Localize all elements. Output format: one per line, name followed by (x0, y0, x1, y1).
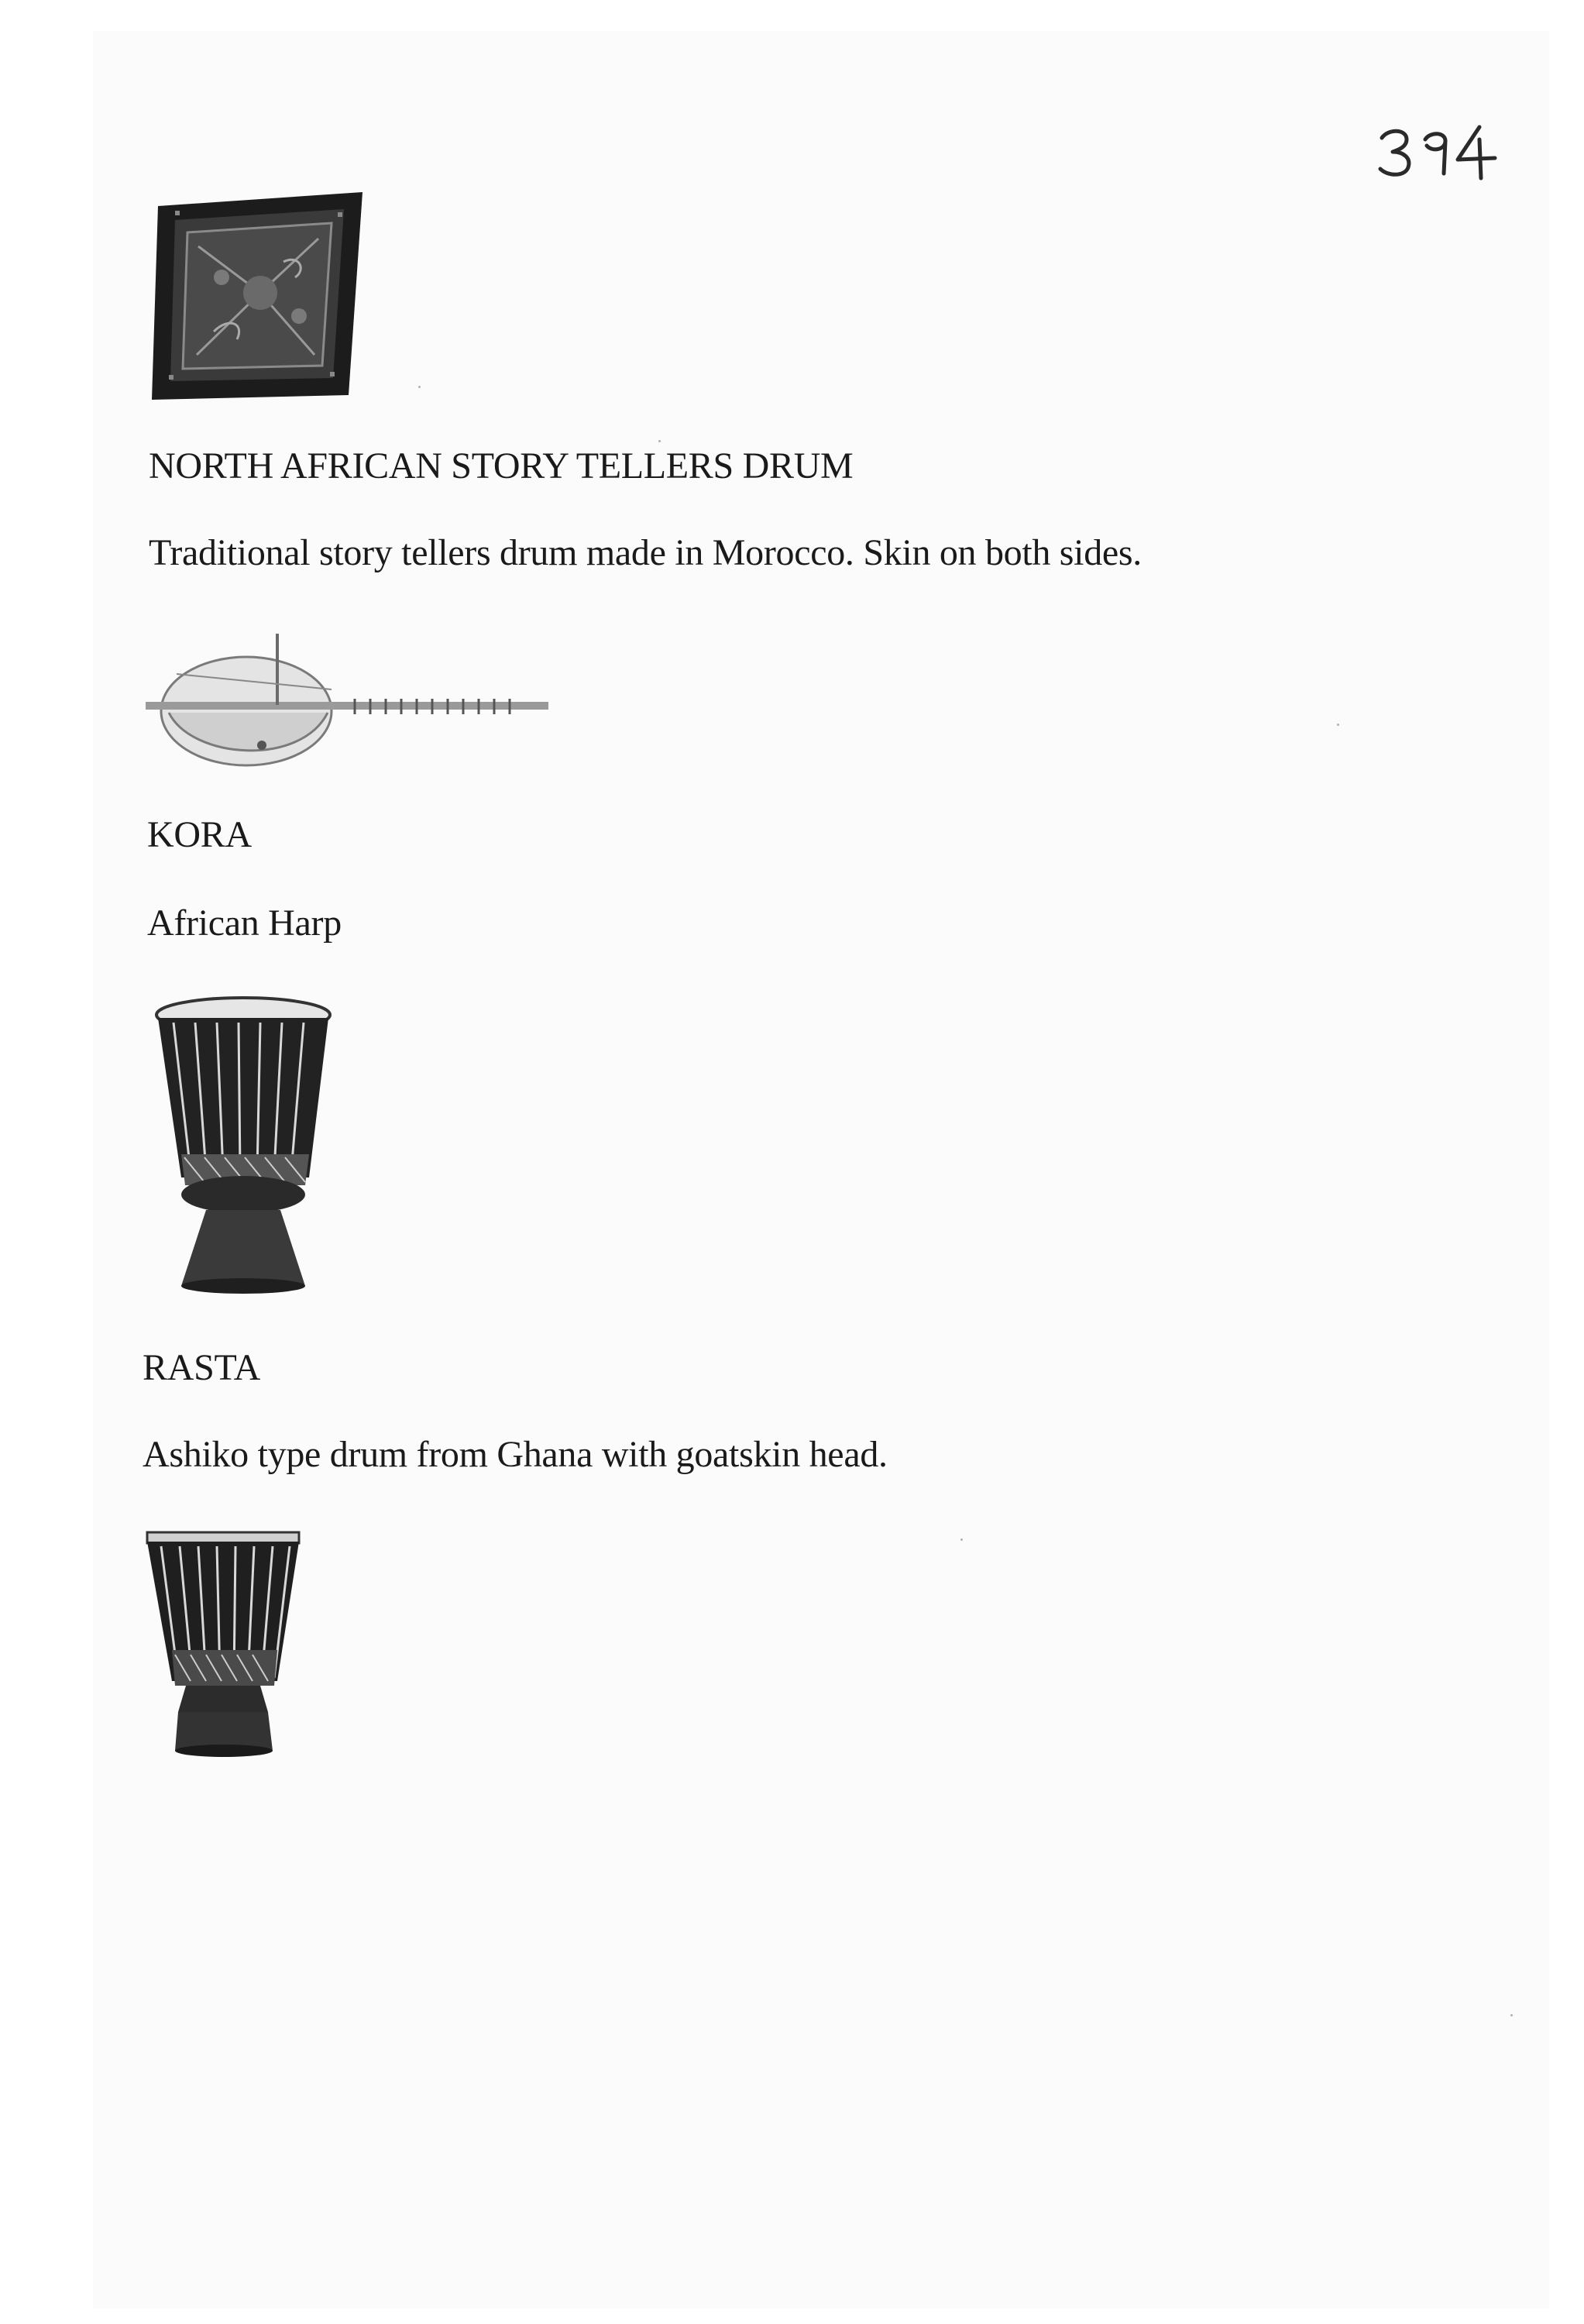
scan-speck (658, 440, 661, 442)
square-frame-drum-photo (152, 192, 366, 400)
scan-speck (418, 386, 421, 388)
item-title: NORTH AFRICAN STORY TELLERS DRUM (149, 445, 854, 486)
item-description: African Harp (147, 902, 342, 944)
djembe-drum-photo (150, 992, 335, 1294)
scan-speck (1510, 2014, 1513, 2016)
handwritten-page-number (1371, 116, 1503, 186)
item-description: Ashiko type drum from Ghana with goatskin head. (143, 1434, 888, 1475)
small-djembe-drum-photo (144, 1526, 302, 1758)
scan-speck (960, 1538, 963, 1541)
item-title: KORA (147, 814, 252, 855)
scan-speck (1337, 724, 1339, 726)
item-description: Traditional story tellers drum made in Morocco. Skin on both sides. (149, 532, 1142, 573)
item-title: RASTA (143, 1347, 261, 1388)
kora-harp-photo (146, 627, 558, 772)
